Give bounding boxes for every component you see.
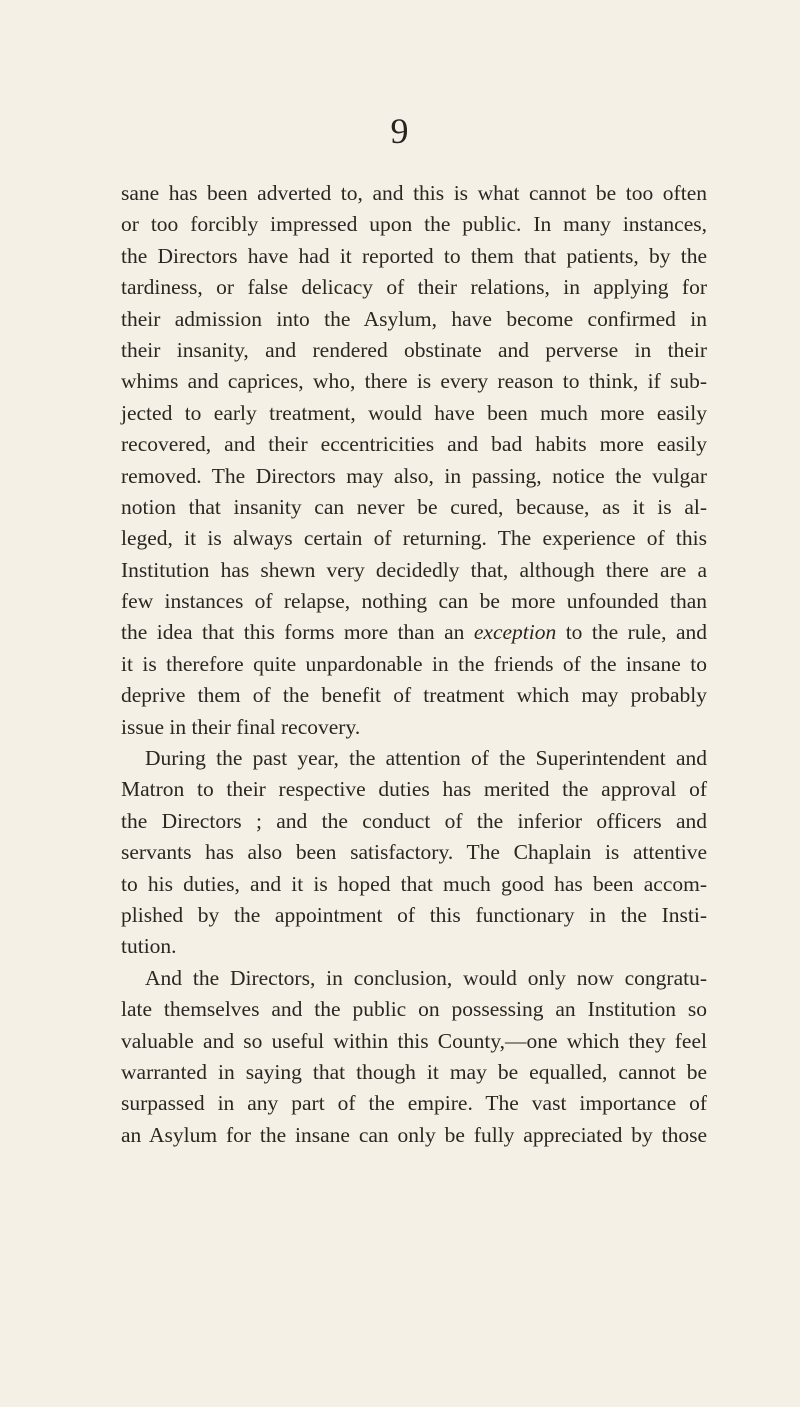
text-line: the Directors ; and the conduct of the inferior officers and: [121, 808, 707, 833]
text-line: their insanity, and rendered obstinate and perverse in their: [121, 337, 707, 362]
text-line: leged, it is always certain of returning. The experience of this: [121, 526, 707, 551]
text-line: valuable and so useful within this County,—one which they feel: [121, 1028, 707, 1053]
text-line: deprive them of the benefit of treatment which may probably: [121, 683, 707, 708]
text-line: tution.: [121, 934, 177, 959]
text-line: their admission into the Asylum, have become confirmed in: [121, 306, 707, 331]
text-line: whims and caprices, who, there is every reason to think, if sub-: [121, 369, 707, 394]
text-line: few instances of relapse, nothing can be more unfounded than: [121, 589, 707, 614]
text-line: tardiness, or false delicacy of their relations, in applying for: [121, 275, 707, 300]
text-segment: to the rule, and: [556, 620, 707, 645]
text-line: warranted in saying that though it may be equalled, cannot be: [121, 1059, 707, 1084]
text-line: notion that insanity can never be cured, because, as it is al-: [121, 494, 707, 519]
text-line: late themselves and the public on possessing an Institution so: [121, 997, 707, 1022]
text-line: surpassed in any part of the empire. The vast importance of: [121, 1091, 707, 1116]
text-line: to his duties, and it is hoped that much good has been accom-: [121, 871, 707, 896]
text-line: the Directors have had it reported to them that patients, by the: [121, 243, 707, 268]
text-line: servants has also been satisfactory. The Chaplain is attentive: [121, 840, 707, 865]
body-text: [121, 178, 707, 1151]
text-line: issue in their final recovery.: [121, 714, 361, 739]
text-line: it is therefore quite unpardonable in the friends of the insane to: [121, 651, 707, 676]
text-segment: the idea that this forms more than an: [121, 620, 474, 645]
text-line: During the past year, the attention of the Superintendent and: [145, 746, 707, 771]
text-line: plished by the appointment of this functionary in the Insti-: [121, 902, 707, 927]
text-line: an Asylum for the insane can only be fully appreciated by those: [121, 1122, 707, 1147]
text-line: sane has been adverted to, and this is what cannot be too often: [121, 181, 707, 205]
emphasis-text: exception: [473, 620, 557, 645]
text-line: Matron to their respective duties has merited the approval of: [121, 777, 707, 802]
page-number: 9: [390, 111, 410, 151]
text-line: And the Directors, in conclusion, would only now congratu-: [145, 965, 707, 990]
text-line: removed. The Directors may also, in passing, notice the vulgar: [121, 463, 707, 488]
text-line: Institution has shewn very decidedly that, although there are a: [121, 557, 707, 582]
text-line: [121, 617, 707, 648]
text-line: or too forcibly impressed upon the public. In many instances,: [121, 212, 707, 237]
text-line: jected to early treatment, would have been much more easily: [121, 400, 707, 425]
text-line: recovered, and their eccentricities and bad habits more easily: [121, 432, 707, 457]
